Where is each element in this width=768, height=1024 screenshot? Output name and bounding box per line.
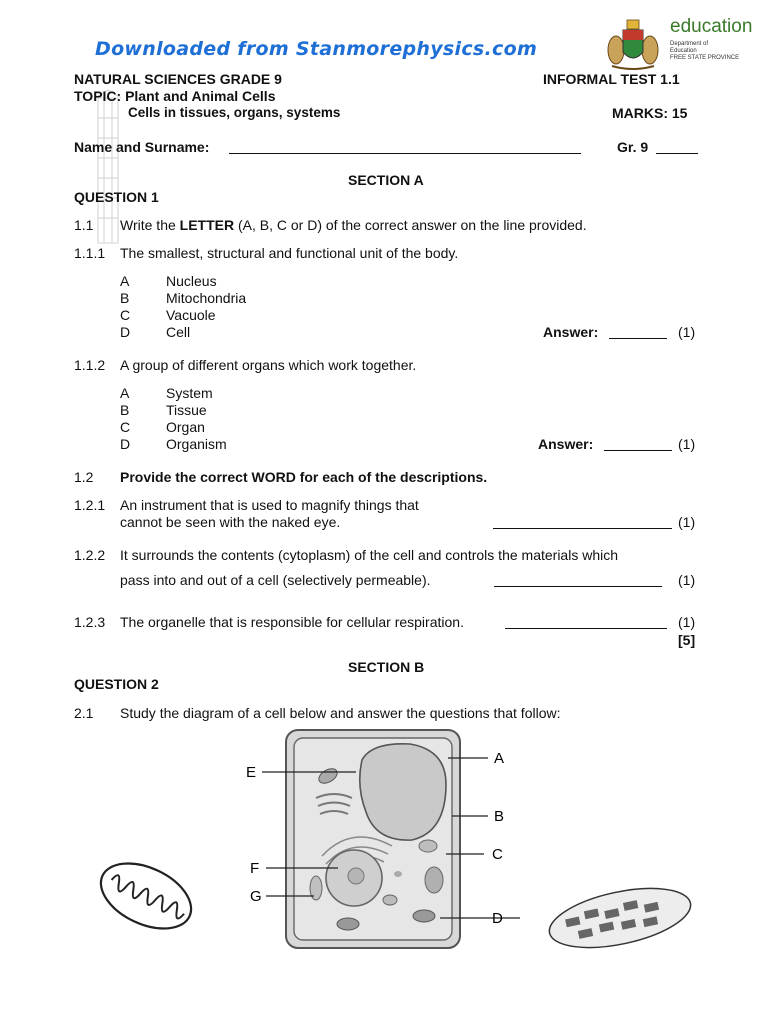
mark: (1): [678, 614, 696, 630]
grade-label: Gr. 9: [617, 139, 649, 155]
option-text: Cell: [166, 324, 191, 340]
option-letter: B: [120, 290, 130, 306]
option-letter: B: [120, 402, 130, 418]
ribosome-cluster: [383, 895, 397, 905]
chloroplast: [425, 867, 443, 893]
label-G: G: [250, 888, 262, 905]
label-B: B: [494, 808, 505, 825]
q1-1-instruction: Write the LETTER (A, B, C or D) of the correct answer on the line provided.: [120, 217, 587, 233]
option-text: Tissue: [166, 402, 207, 418]
option-letter: C: [120, 419, 131, 435]
chloroplast-enlarged: [544, 878, 696, 959]
q1-2-1-line2: cannot be seen with the naked eye.: [120, 514, 341, 530]
answer-line-1-2-3[interactable]: [505, 614, 667, 629]
logo-word: education: [670, 16, 753, 37]
option-text: Organ: [166, 419, 205, 435]
answer-line-1-1-1[interactable]: [609, 324, 667, 339]
answer-line-1-1-2[interactable]: [604, 436, 672, 451]
option-text: System: [166, 385, 213, 401]
chloroplast: [337, 918, 359, 930]
vacuole: [360, 744, 446, 840]
chloroplast: [413, 910, 435, 922]
option-text: Organism: [166, 436, 227, 452]
label-D: D: [492, 910, 503, 927]
watermark-text: Downloaded from Stanmorephysics.com: [95, 38, 538, 60]
answer-label: Answer:: [543, 324, 599, 340]
q1-1-1-text: The smallest, structural and functional unit of the body.: [120, 245, 459, 261]
label-E: E: [246, 764, 257, 781]
q1-1-2-text: A group of different organs which work together.: [120, 357, 417, 373]
option-text: Vacuole: [166, 307, 216, 323]
q1-2-1-number: 1.2.1: [74, 497, 106, 513]
answer-line-1-2-2[interactable]: [494, 572, 662, 587]
label-C: C: [492, 846, 503, 863]
option-text: Mitochondria: [166, 290, 247, 306]
mark: (1): [678, 514, 696, 530]
subtopic-title: Cells in tissues, organs, systems: [128, 105, 341, 120]
q1-1-1-number: 1.1.1: [74, 245, 106, 261]
label-F: F: [250, 860, 260, 877]
option-letter: D: [120, 324, 131, 340]
mitochondrion-enlarged: [91, 850, 202, 941]
q1-2-2-line2: pass into and out of a cell (selectively permeable).: [120, 572, 431, 588]
q1-1-number: 1.1: [74, 217, 94, 233]
section-a-title: SECTION A: [348, 172, 424, 188]
q1-1-2-number: 1.1.2: [74, 357, 106, 373]
q1-2-3-text: The organelle that is responsible for cellular respiration.: [120, 614, 464, 630]
education-logo: [604, 14, 754, 72]
option-letter: C: [120, 307, 131, 323]
q2-1-text: Study the diagram of a cell below and answer the questions that follow:: [120, 705, 561, 721]
nucleolus: [348, 868, 364, 884]
mark: (1): [678, 572, 696, 588]
q1-2-2-number: 1.2.2: [74, 547, 106, 563]
label-A: A: [494, 750, 505, 767]
marks-label: MARKS: 15: [612, 105, 688, 121]
q1-2-1-line1: An instrument that is used to magnify things that: [120, 497, 419, 513]
q1-2-3-number: 1.2.3: [74, 614, 106, 630]
logo-line1: Department of: [670, 41, 709, 47]
mark: (1): [678, 324, 696, 340]
name-label: Name and Surname:: [74, 139, 210, 155]
q1-2-instruction: Provide the correct WORD for each of the descriptions.: [120, 469, 488, 485]
option-text: Nucleus: [166, 273, 217, 289]
section-a-total: [5]: [678, 632, 696, 648]
mitochondrion: [419, 840, 437, 852]
logo-line2: Education: [670, 48, 697, 54]
q1-2-2-line1: It surrounds the contents (cytoplasm) of the cell and controls the materials which: [120, 547, 619, 563]
answer-label: Answer:: [538, 436, 594, 452]
mark: (1): [678, 436, 696, 452]
section-b-title: SECTION B: [348, 659, 425, 675]
ribosome: [394, 871, 402, 877]
test-title: INFORMAL TEST 1.1: [543, 71, 680, 87]
logo-line3: FREE STATE PROVINCE: [670, 55, 740, 61]
option-letter: D: [120, 436, 131, 452]
option-letter: A: [120, 385, 130, 401]
question-2-title: QUESTION 2: [74, 676, 159, 692]
q1-2-number: 1.2: [74, 469, 94, 485]
q2-1-number: 2.1: [74, 705, 94, 721]
name-field[interactable]: [229, 139, 581, 154]
question-1-title: QUESTION 1: [74, 189, 159, 205]
option-letter: A: [120, 273, 130, 289]
grade-field[interactable]: [656, 139, 698, 154]
subject-title: NATURAL SCIENCES GRADE 9: [74, 71, 282, 87]
plant-cell-diagram: [0, 724, 768, 960]
answer-line-1-2-1[interactable]: [493, 514, 672, 529]
topic-title: TOPIC: Plant and Animal Cells: [74, 88, 276, 104]
